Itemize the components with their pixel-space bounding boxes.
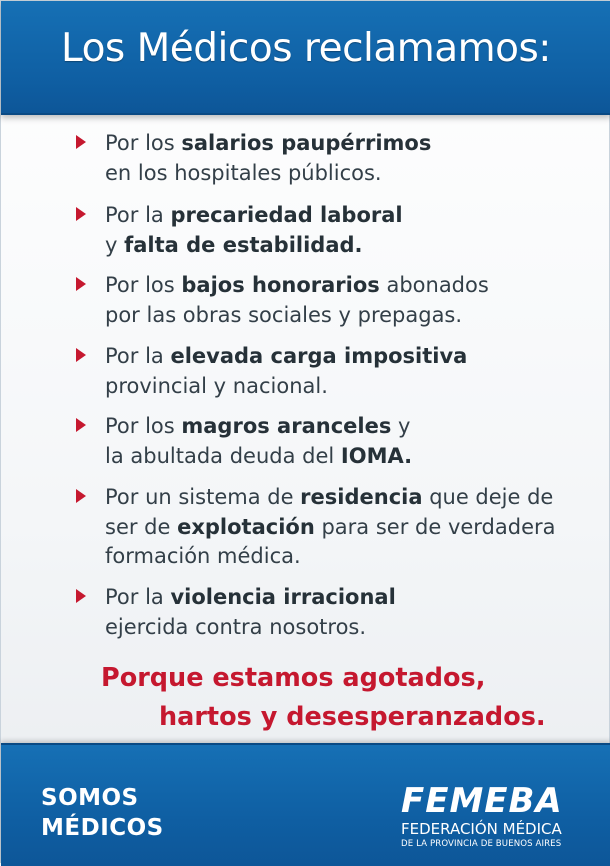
body-text: ejercida contra nosotros. [105, 614, 367, 639]
body-text: Por un sistema de [105, 485, 301, 509]
triangle-bullet-icon [75, 347, 87, 363]
triangle-bullet-icon [75, 488, 87, 504]
body-text: que deje de [422, 485, 554, 509]
body-text: Por la [105, 344, 171, 368]
femeba-logo [401, 783, 571, 850]
body-text: ser de [105, 514, 178, 539]
closing-line-2: hartos y desesperanzados. [159, 702, 546, 732]
emphasis-text: salarios paupérrimos [181, 131, 432, 155]
emphasis-text: elevada carga impositiva [170, 344, 468, 368]
body-text: y [391, 414, 411, 438]
body-text: para ser de verdadera [314, 514, 556, 539]
header-banner [1, 1, 610, 115]
item-line [105, 342, 467, 372]
emphasis-text: explotación [177, 514, 315, 539]
item-line [105, 129, 431, 159]
triangle-bullet-icon [75, 134, 87, 150]
item-line [105, 231, 403, 261]
emphasis-text: falta de estabilidad. [124, 232, 363, 257]
body-text: Por los [105, 131, 182, 155]
triangle-bullet-icon [75, 417, 87, 433]
body-text: en los hospitales públicos. [105, 160, 382, 185]
emphasis-text: magros aranceles [181, 414, 392, 438]
body-text: provincial y nacional. [105, 373, 328, 398]
triangle-bullet-icon [75, 206, 87, 222]
body-text: y [105, 232, 125, 257]
emphasis-text: violencia irracional [170, 585, 396, 609]
item-line [105, 301, 489, 331]
list-item [75, 271, 489, 330]
item-line [105, 583, 396, 613]
item-line [105, 513, 556, 543]
logo-wordmark: FEMEBA [401, 781, 563, 821]
emphasis-text: bajos honorarios [181, 273, 380, 297]
list-item [75, 201, 403, 260]
slogan [41, 783, 164, 843]
triangle-bullet-icon [75, 588, 87, 604]
emphasis-text: IOMA. [340, 443, 413, 468]
item-line [105, 271, 489, 301]
item-line [105, 483, 556, 513]
body-text: la abultada deuda del [105, 443, 341, 468]
list-item [75, 583, 396, 642]
logo-subtitle: FEDERACIÓN MÉDICA [401, 820, 562, 838]
body-text: Por los [105, 273, 182, 297]
item-line [105, 442, 412, 472]
item-line [105, 412, 412, 442]
logo-subtitle-2: DE LA PROVINCIA DE BUENOS AIRES [401, 839, 562, 849]
body-text: formación médica. [105, 544, 301, 568]
item-line [105, 159, 431, 189]
list-item [75, 129, 431, 188]
body-text: por las obras sociales y prepagas. [105, 302, 463, 327]
body-text: Por la [105, 203, 171, 227]
body-text: Por los [105, 414, 182, 438]
emphasis-text: residencia [300, 485, 423, 509]
emphasis-text: precariedad laboral [170, 203, 403, 227]
page-title: Los Médicos reclamamos: [61, 26, 551, 71]
item-line [105, 613, 396, 643]
list-item [75, 483, 556, 572]
item-line [105, 372, 467, 402]
slogan-line-1: SOMOS [41, 785, 139, 811]
body-text: abonados [379, 273, 489, 297]
triangle-bullet-icon [75, 276, 87, 292]
slogan-line-2: MÉDICOS [41, 815, 164, 841]
item-line [105, 542, 556, 572]
list-item [75, 342, 467, 401]
body-text: Por la [105, 585, 171, 609]
item-line [105, 201, 403, 231]
list-item [75, 412, 412, 471]
closing-line-1: Porque estamos agotados, [101, 663, 486, 693]
